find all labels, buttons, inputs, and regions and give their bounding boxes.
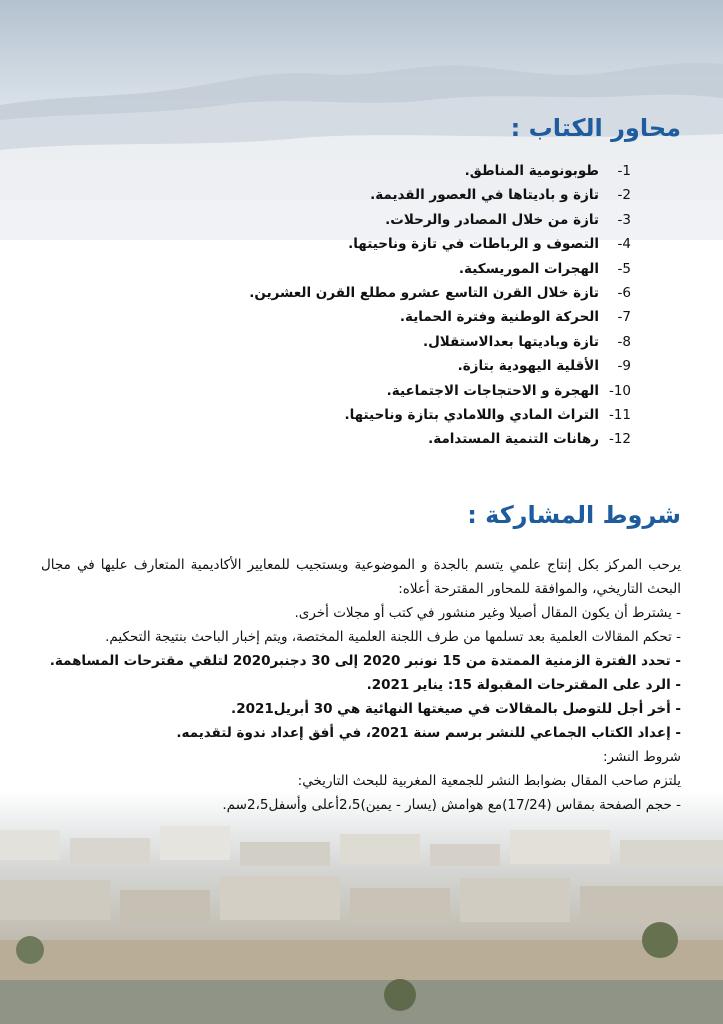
- condition-rule: - أخر أجل للتوصل بالمقالات في صيغتها النهائية هي 30 أبريل2021.: [231, 701, 681, 717]
- book-axes-list: [71, 163, 631, 456]
- axis-text: تازة خلال القرن التاسع عشرو مطلع القرن العشرين.: [249, 284, 599, 301]
- axis-item: [71, 187, 631, 211]
- axis-item: [71, 163, 631, 187]
- axis-item: [71, 407, 631, 431]
- axis-number: 8-: [617, 333, 631, 350]
- axis-number: 5-: [617, 260, 631, 277]
- axis-text: الحركة الوطنية وفترة الحماية.: [399, 309, 599, 326]
- axis-item: [71, 309, 631, 333]
- axis-number: 7-: [617, 309, 631, 326]
- publishing-conditions-label: شروط النشر:: [602, 749, 681, 765]
- axis-item: [71, 236, 631, 260]
- axis-text: الأقلية اليهودية بتازة.: [457, 358, 599, 375]
- axis-number: 1-: [617, 163, 631, 179]
- conditions-intro: يرحب المركز بكل إنتاج علمي يتسم بالجدة و الموضوعية ويستجيب للمعايير الأكاديمية المتعارف عليها في مجال البحث التاريخي، والموافقة للمحاور المقترحة أعلاه:: [41, 557, 681, 597]
- axis-number: 6-: [617, 284, 631, 301]
- axis-text: التصوف و الرباطات في تازة وناحيتها.: [348, 236, 599, 253]
- publishing-rule: - حجم الصفحة بمقاس (17/24)مع هوامش (يسار - يمين)2،5أعلى وأسفل2،5سم.: [222, 797, 681, 813]
- condition-rule: - تحكم المقالات العلمية بعد تسلمها من طرف اللجنة العلمية المختصة، ويتم إخبار الباحث بنتيجة التحكيم.: [105, 629, 681, 645]
- axis-text: تازة وباديتها بعدالاستقلال.: [422, 333, 599, 350]
- axis-number: 10-: [608, 382, 631, 399]
- axis-text: طوبونومية المناطق.: [464, 163, 599, 179]
- axis-number: 4-: [617, 236, 631, 253]
- axis-text: التراث المادي واللامادي بتازة وناحيتها.: [344, 406, 599, 423]
- axis-item: [71, 358, 631, 382]
- axis-item: [71, 212, 631, 236]
- publishing-intro: يلتزم صاحب المقال بضوابط النشر للجمعية المغربية للبحث التاريخي:: [297, 773, 681, 789]
- axis-number: 3-: [617, 211, 631, 228]
- axis-item: [71, 261, 631, 285]
- axis-item: [71, 431, 631, 455]
- axis-item: [71, 285, 631, 309]
- condition-rule: - الرد على المقترحات المقبولة 15: يناير 2021.: [366, 677, 681, 693]
- condition-rule: - تحدد الفترة الزمنية الممتدة من 15 نونبر 2020 إلى 30 دجنبر2020 لتلقي مقترحات المساهمة.: [49, 653, 681, 669]
- axis-item: [71, 334, 631, 358]
- axis-text: الهجرات الموريسكية.: [458, 260, 599, 277]
- axis-item: [71, 383, 631, 407]
- axis-number: 9-: [617, 358, 631, 375]
- axis-text: رهانات التنمية المستدامة.: [428, 431, 599, 448]
- axis-text: الهجرة و الاحتجاجات الاجتماعية.: [386, 382, 599, 399]
- condition-rule: - إعداد الكتاب الجماعي للنشر برسم سنة 2021، في أفق إعداد ندوة لتقديمه.: [176, 725, 681, 741]
- condition-rule: - يشترط أن يكون المقال أصيلا وغير منشور في كتب أو مجلات أخرى.: [294, 605, 681, 621]
- participation-conditions-body: [41, 553, 681, 817]
- book-axes-heading: محاور الكتاب :: [510, 114, 681, 142]
- axis-number: 12-: [608, 431, 631, 448]
- axis-text: تازة و باديتاها في العصور القديمة.: [370, 187, 599, 204]
- participation-conditions-heading: شروط المشاركة :: [467, 501, 681, 529]
- axis-number: 11-: [608, 406, 631, 423]
- axis-text: تازة من خلال المصادر والرحلات.: [385, 211, 599, 228]
- axis-number: 2-: [617, 187, 631, 204]
